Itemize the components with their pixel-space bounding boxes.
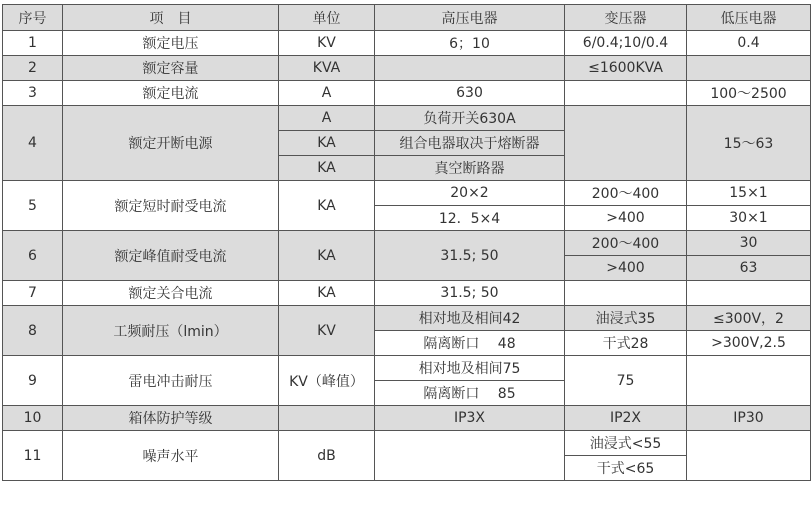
cell-no: 9 <box>3 356 63 406</box>
cell-high-voltage: 隔离断口 85 <box>375 381 565 406</box>
table-row <box>3 356 811 381</box>
cell-unit: KVA <box>279 56 375 81</box>
cell-no: 8 <box>3 306 63 356</box>
table-row <box>3 181 811 206</box>
cell-no: 10 <box>3 406 63 431</box>
cell-low-voltage <box>687 56 811 81</box>
cell-unit: dB <box>279 431 375 481</box>
cell-transformer <box>565 81 687 106</box>
cell-low-voltage: 15～63 <box>687 106 811 181</box>
cell-no: 5 <box>3 181 63 231</box>
cell-no: 7 <box>3 281 63 306</box>
cell-no: 11 <box>3 431 63 481</box>
cell-unit: KV <box>279 306 375 356</box>
cell-transformer: 干式28 <box>565 331 687 356</box>
cell-high-voltage: 31.5; 50 <box>375 281 565 306</box>
cell-item: 额定开断电源 <box>63 106 279 181</box>
cell-transformer: 6/0.4;10/0.4 <box>565 31 687 56</box>
table-row <box>3 281 811 306</box>
cell-no: 1 <box>3 31 63 56</box>
cell-transformer: 200～400 <box>565 181 687 206</box>
table-row <box>3 406 811 431</box>
table-row <box>3 106 811 131</box>
cell-low-voltage: ≤300V，2 <box>687 306 811 331</box>
cell-low-voltage: 0.4 <box>687 31 811 56</box>
cell-high-voltage: 12．5×4 <box>375 206 565 231</box>
cell-unit: KA <box>279 181 375 231</box>
cell-high-voltage: 隔离断口 48 <box>375 331 565 356</box>
cell-high-voltage: 630 <box>375 81 565 106</box>
header-low-voltage: 低压电器 <box>687 5 811 31</box>
table-row <box>3 81 811 106</box>
cell-transformer: 油浸式<55 <box>565 431 687 456</box>
header-high-voltage: 高压电器 <box>375 5 565 31</box>
cell-low-voltage: IP30 <box>687 406 811 431</box>
cell-transformer: IP2X <box>565 406 687 431</box>
cell-item: 额定容量 <box>63 56 279 81</box>
cell-transformer <box>565 106 687 181</box>
cell-unit: KA <box>279 156 375 181</box>
cell-high-voltage: 20×2 <box>375 181 565 206</box>
cell-high-voltage: IP3X <box>375 406 565 431</box>
cell-transformer: ≤1600KVA <box>565 56 687 81</box>
cell-high-voltage <box>375 56 565 81</box>
cell-item: 噪声水平 <box>63 431 279 481</box>
cell-high-voltage: 相对地及相间42 <box>375 306 565 331</box>
cell-low-voltage: 30 <box>687 231 811 256</box>
cell-item: 箱体防护等级 <box>63 406 279 431</box>
cell-no: 3 <box>3 81 63 106</box>
cell-item: 额定关合电流 <box>63 281 279 306</box>
cell-transformer: 干式<65 <box>565 456 687 481</box>
cell-transformer <box>565 281 687 306</box>
cell-item: 雷电冲击耐压 <box>63 356 279 406</box>
cell-unit <box>279 406 375 431</box>
cell-unit: KA <box>279 131 375 156</box>
table-row <box>3 306 811 331</box>
cell-no: 2 <box>3 56 63 81</box>
cell-low-voltage <box>687 281 811 306</box>
cell-high-voltage: 组合电器取决于熔断器 <box>375 131 565 156</box>
cell-transformer: 200～400 <box>565 231 687 256</box>
cell-high-voltage: 相对地及相间75 <box>375 356 565 381</box>
cell-no: 6 <box>3 231 63 281</box>
cell-unit: KV <box>279 31 375 56</box>
cell-high-voltage: 6；10 <box>375 31 565 56</box>
table-row <box>3 231 811 256</box>
cell-unit: KV（峰值） <box>279 356 375 406</box>
cell-item: 额定短时耐受电流 <box>63 181 279 231</box>
table-row <box>3 56 811 81</box>
cell-item: 额定电流 <box>63 81 279 106</box>
cell-low-voltage: 100～2500 <box>687 81 811 106</box>
table-row <box>3 431 811 456</box>
cell-transformer: 75 <box>565 356 687 406</box>
cell-low-voltage <box>687 356 811 406</box>
cell-low-voltage <box>687 431 811 481</box>
cell-low-voltage: 63 <box>687 256 811 281</box>
cell-low-voltage: >300V,2.5 <box>687 331 811 356</box>
table-row <box>3 31 811 56</box>
header-row <box>3 5 811 31</box>
header-unit: 单位 <box>279 5 375 31</box>
cell-low-voltage: 15×1 <box>687 181 811 206</box>
cell-no: 4 <box>3 106 63 181</box>
cell-unit: A <box>279 81 375 106</box>
cell-transformer: >400 <box>565 206 687 231</box>
cell-item: 额定电压 <box>63 31 279 56</box>
cell-high-voltage <box>375 431 565 481</box>
header-no: 序号 <box>3 5 63 31</box>
spec-table <box>2 4 811 481</box>
cell-unit: KA <box>279 281 375 306</box>
cell-high-voltage: 真空断路器 <box>375 156 565 181</box>
header-transformer: 变压器 <box>565 5 687 31</box>
cell-item: 工频耐压（lmin） <box>63 306 279 356</box>
cell-transformer: >400 <box>565 256 687 281</box>
cell-unit: KA <box>279 231 375 281</box>
cell-item: 额定峰值耐受电流 <box>63 231 279 281</box>
cell-high-voltage: 31.5; 50 <box>375 231 565 281</box>
header-item: 项 目 <box>63 5 279 31</box>
cell-unit: A <box>279 106 375 131</box>
cell-high-voltage: 负荷开关630A <box>375 106 565 131</box>
cell-transformer: 油浸式35 <box>565 306 687 331</box>
cell-low-voltage: 30×1 <box>687 206 811 231</box>
